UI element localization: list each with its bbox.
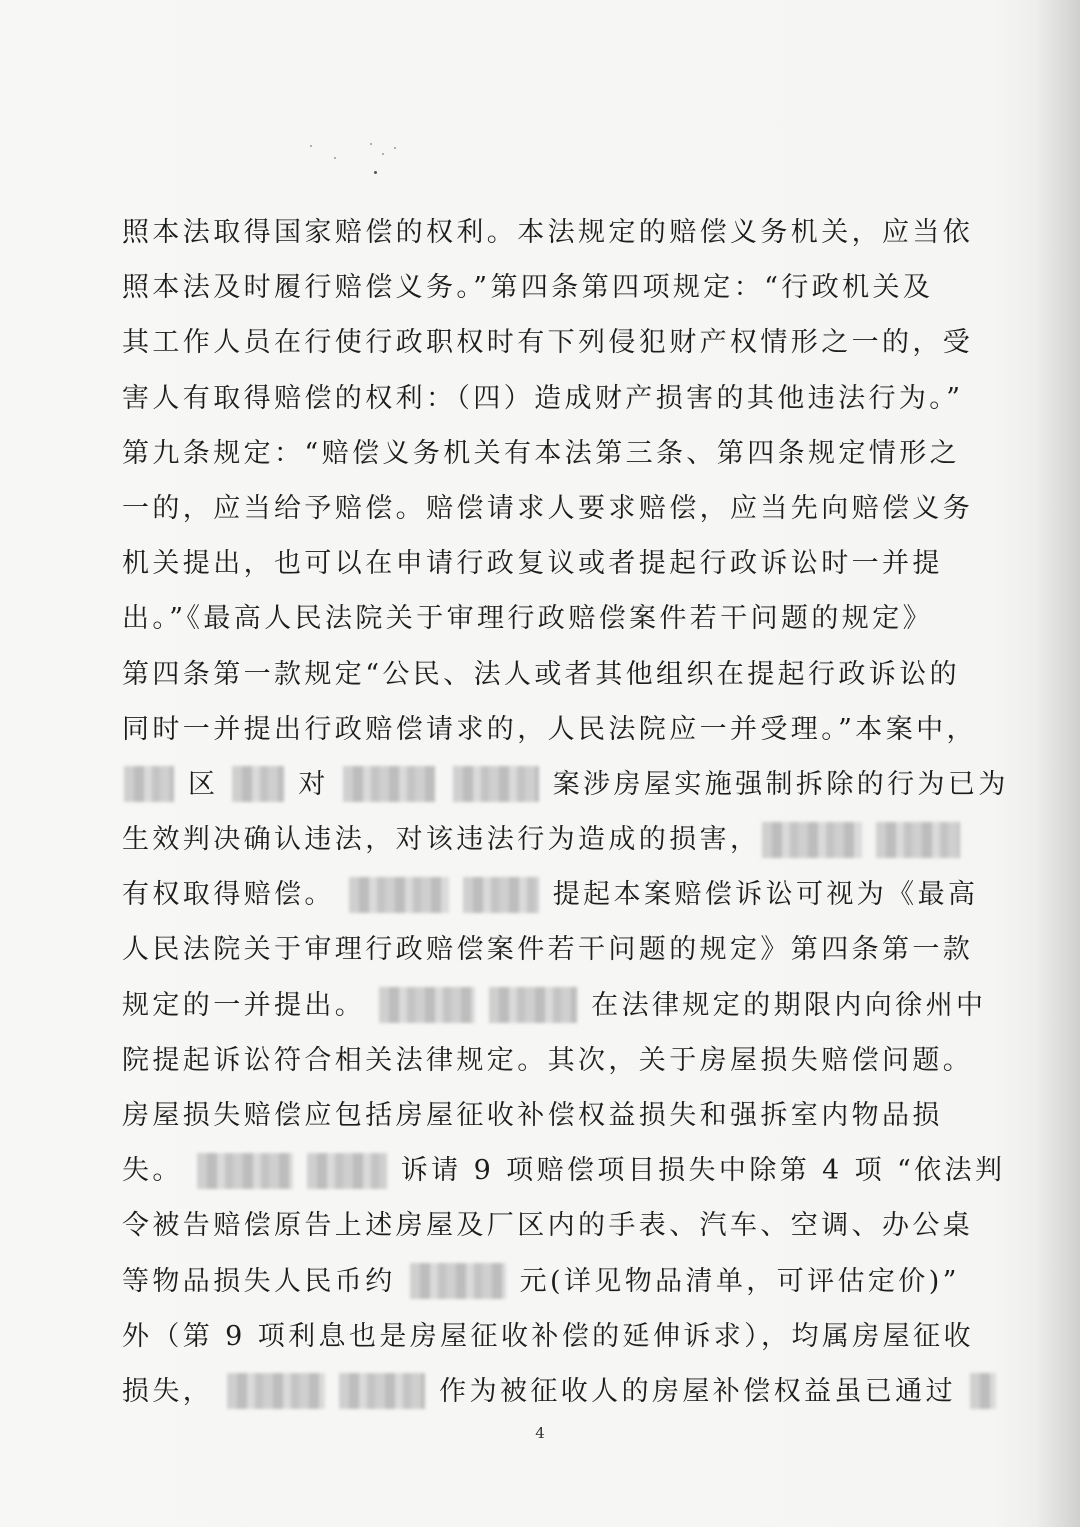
text-segment: 生效判决确认违法，对该违法行为造成的损害， — [122, 823, 761, 855]
text-line-14 — [122, 921, 974, 976]
text-segment: 对 — [298, 768, 329, 800]
text-segment: 出。”《最高人民法院关于审理行政赔偿案件若干问题的规定》 — [122, 603, 934, 635]
redaction-block — [232, 766, 284, 802]
text-segment: 第九条规定：“赔偿义务机关有本法第三条、第四条规定情形之 — [122, 437, 961, 469]
text-segment: 元(详见物品清单，可评估定价)” — [519, 1265, 960, 1297]
text-segment: 作为被征收人的房屋补偿权益虽已通过 — [439, 1375, 956, 1407]
text-segment: 照本法及时履行赔偿义务。”第四条第四项规定：“行政机关及 — [122, 272, 934, 304]
text-line-20 — [122, 1253, 960, 1308]
text-segment: 提起本案赔偿诉讼可视为《最高 — [552, 879, 979, 911]
text-segment: 其工作人员在行使行政职权时有下列侵犯财产权情形之一的，受 — [122, 327, 974, 359]
redaction-block — [762, 822, 862, 858]
text-segment: 外（第 9 项利息也是房屋征收补偿的延伸诉求），均属房屋征收 — [122, 1320, 974, 1352]
text-line-7 — [122, 535, 946, 590]
text-segment: 第四条第一款规定“公民、法人或者其他组织在提起行政诉讼的 — [122, 658, 961, 690]
text-line-6 — [122, 480, 974, 535]
text-segment: 损失， — [122, 1375, 214, 1407]
text-line-9 — [122, 646, 961, 701]
text-segment: 有权取得赔偿。 — [122, 879, 335, 911]
text-line-22 — [122, 1363, 956, 1418]
text-line-17 — [122, 1087, 946, 1142]
redaction-block — [124, 766, 174, 802]
redaction-block — [463, 877, 539, 913]
text-segment: 房屋损失赔偿应包括房屋征收补偿权益损失和强拆室内物品损 — [122, 1099, 943, 1131]
redaction-block — [339, 1373, 425, 1409]
redaction-block — [307, 1153, 387, 1189]
redaction-block — [453, 766, 539, 802]
text-line-21 — [122, 1308, 974, 1363]
text-segment: 失。 — [122, 1155, 183, 1187]
text-segment: 一的，应当给予赔偿。赔偿请求人要求赔偿，应当先向赔偿义务 — [122, 492, 974, 524]
text-line-15 — [122, 977, 987, 1032]
text-segment: 照本法取得国家赔偿的权利。本法规定的赔偿义务机关，应当依 — [122, 216, 974, 248]
redaction-block — [410, 1263, 506, 1299]
redaction-block — [379, 987, 475, 1023]
text-line-12 — [122, 811, 946, 866]
text-segment: 院提起诉讼符合相关法律规定。其次，关于房屋损失赔偿问题。 — [122, 1044, 974, 1076]
redaction-block — [876, 822, 960, 858]
text-line-4 — [122, 370, 964, 425]
page-edge-shadow — [1034, 0, 1080, 1527]
body-text — [122, 204, 1009, 1418]
text-segment: 令被告赔偿原告上述房屋及厂区内的手表、汽车、空调、办公桌 — [122, 1210, 974, 1242]
redaction-block — [349, 877, 449, 913]
text-segment: 规定的一并提出。 — [122, 989, 366, 1021]
text-line-13 — [122, 866, 979, 921]
scan-specks — [290, 135, 430, 195]
text-line-5 — [122, 425, 961, 480]
text-segment: 机关提出，也可以在申请行政复议或者提起行政诉讼时一并提 — [122, 548, 943, 580]
text-line-3 — [122, 314, 974, 369]
text-segment: 同时一并提出行政赔偿请求的，人民法院应一并受理。”本案中， — [122, 713, 977, 745]
redaction-block — [343, 766, 435, 802]
text-segment: 等物品损失人民币约 — [122, 1265, 396, 1297]
redaction-block — [227, 1373, 325, 1409]
text-segment: 区 — [187, 768, 219, 800]
redaction-block — [197, 1153, 293, 1189]
redaction-block — [489, 987, 577, 1023]
redaction-block — [970, 1373, 996, 1409]
text-line-2 — [122, 259, 946, 314]
text-line-8 — [122, 590, 946, 645]
text-line-11 — [122, 756, 1009, 811]
text-segment: 人民法院关于审理行政赔偿案件若干问题的规定》第四条第一款 — [122, 934, 974, 966]
text-segment: 害人有取得赔偿的权利：（四）造成财产损害的其他违法行为。” — [122, 382, 964, 414]
page-number: 4 — [535, 1424, 545, 1442]
text-line-19 — [122, 1197, 974, 1252]
text-line-16 — [122, 1032, 974, 1087]
text-line-18 — [122, 1142, 1006, 1197]
text-line-10 — [122, 701, 977, 756]
text-segment: 在法律规定的期限内向徐州中 — [591, 989, 987, 1021]
text-segment: 案涉房屋实施强制拆除的行为已为 — [552, 768, 1009, 800]
text-line-1 — [122, 204, 974, 259]
text-segment: 诉请 9 项赔偿项目损失中除第 4 项 “依法判 — [400, 1155, 1006, 1187]
